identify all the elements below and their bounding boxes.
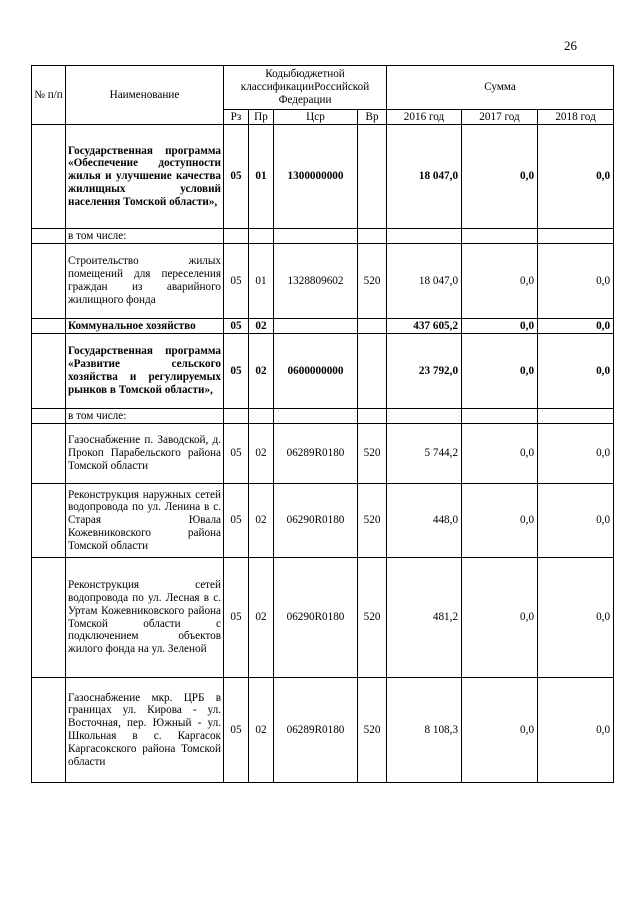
header-vr: Вр <box>358 110 387 125</box>
row-pr: 01 <box>249 125 274 229</box>
row-vr: 520 <box>358 558 387 678</box>
row-pr: 02 <box>249 424 274 484</box>
table-row <box>32 558 614 678</box>
header-row-1 <box>32 66 614 110</box>
row-num <box>32 244 66 319</box>
row-2018: 0,0 <box>538 558 614 678</box>
row-num <box>32 125 66 229</box>
row-num <box>32 409 66 424</box>
header-csr: Цср <box>274 110 358 125</box>
table-row <box>32 229 614 244</box>
header-num: № п/п <box>32 66 66 125</box>
row-csr <box>274 409 358 424</box>
row-2018 <box>538 409 614 424</box>
row-name: Реконструкция сетей водопровода по ул. Лесная в с. Уртам Кожевниковского района Томской области с подключением объектов жилого фонда на ул. Зеленой <box>66 558 224 678</box>
row-num <box>32 558 66 678</box>
row-rz <box>224 409 249 424</box>
table-row <box>32 125 614 229</box>
row-name: Государственная программа «Развитие сельского хозяйства и регулируемых рынков в Томской области», <box>66 334 224 409</box>
row-num <box>32 678 66 783</box>
row-csr: 06290R0180 <box>274 484 358 558</box>
row-rz: 05 <box>224 558 249 678</box>
page-number: 26 <box>564 38 577 53</box>
row-2017: 0,0 <box>462 558 538 678</box>
row-2018: 0,0 <box>538 334 614 409</box>
row-rz: 05 <box>224 244 249 319</box>
row-csr <box>274 229 358 244</box>
table-row <box>32 678 614 783</box>
row-pr: 02 <box>249 319 274 334</box>
row-vr: 520 <box>358 424 387 484</box>
row-name: Коммунальное хозяйство <box>66 319 224 334</box>
row-pr <box>249 229 274 244</box>
row-name: Государственная программа «Обеспечение доступности жилья и улучшение качества жилищных условий населения Томской области», <box>66 125 224 229</box>
row-2017: 0,0 <box>462 125 538 229</box>
row-2016: 18 047,0 <box>387 125 462 229</box>
row-csr: 06290R0180 <box>274 558 358 678</box>
row-name: Реконструкция наружных сетей водопровода по ул. Ленина в с. Старая Ювала Кожевниковского района Томской области <box>66 484 224 558</box>
header-rz: Рз <box>224 110 249 125</box>
budget-table <box>31 65 614 783</box>
row-2018: 0,0 <box>538 424 614 484</box>
row-2016 <box>387 229 462 244</box>
table-row <box>32 424 614 484</box>
row-csr: 06289R0180 <box>274 678 358 783</box>
row-pr: 02 <box>249 678 274 783</box>
row-name: Газоснабжение п. Заводской, д. Прокоп Парабельского района Томской области <box>66 424 224 484</box>
row-vr: 520 <box>358 678 387 783</box>
row-2016: 448,0 <box>387 484 462 558</box>
row-2018: 0,0 <box>538 244 614 319</box>
table-row <box>32 319 614 334</box>
row-2018: 0,0 <box>538 678 614 783</box>
row-rz: 05 <box>224 484 249 558</box>
row-pr: 02 <box>249 484 274 558</box>
row-2016: 437 605,2 <box>387 319 462 334</box>
row-2016: 18 047,0 <box>387 244 462 319</box>
row-name: в том числе: <box>66 229 224 244</box>
row-rz <box>224 229 249 244</box>
row-2016: 481,2 <box>387 558 462 678</box>
header-2016: 2016 год <box>387 110 462 125</box>
row-2017 <box>462 409 538 424</box>
row-vr <box>358 319 387 334</box>
row-csr: 1300000000 <box>274 125 358 229</box>
row-name: Газоснабжение мкр. ЦРБ в границах ул. Кирова - ул. Восточная, пер. Южный - ул. Школьная в с. Каргасок Каргасокского района Томской области <box>66 678 224 783</box>
row-2016 <box>387 409 462 424</box>
row-num <box>32 229 66 244</box>
row-csr: 1328809602 <box>274 244 358 319</box>
row-rz: 05 <box>224 334 249 409</box>
row-2016: 23 792,0 <box>387 334 462 409</box>
row-num <box>32 424 66 484</box>
row-rz: 05 <box>224 424 249 484</box>
header-name: Наименование <box>66 66 224 125</box>
table-row <box>32 334 614 409</box>
row-2016: 5 744,2 <box>387 424 462 484</box>
table-row <box>32 244 614 319</box>
row-2017: 0,0 <box>462 319 538 334</box>
header-2017: 2017 год <box>462 110 538 125</box>
row-vr <box>358 229 387 244</box>
header-budget-codes: Кодыбюджетной классификацииРоссийской Федерации <box>224 66 387 110</box>
row-2017: 0,0 <box>462 484 538 558</box>
row-rz: 05 <box>224 125 249 229</box>
row-2016: 8 108,3 <box>387 678 462 783</box>
row-2017: 0,0 <box>462 334 538 409</box>
row-pr: 02 <box>249 558 274 678</box>
row-2018: 0,0 <box>538 484 614 558</box>
row-name: в том числе: <box>66 409 224 424</box>
row-2017 <box>462 229 538 244</box>
row-name: Строительство жилых помещений для переселения граждан из аварийного жилищного фонда <box>66 244 224 319</box>
row-vr: 520 <box>358 484 387 558</box>
row-2018: 0,0 <box>538 125 614 229</box>
row-csr: 0600000000 <box>274 334 358 409</box>
row-vr <box>358 125 387 229</box>
header-2018: 2018 год <box>538 110 614 125</box>
row-pr: 02 <box>249 334 274 409</box>
row-vr: 520 <box>358 244 387 319</box>
header-pr: Пр <box>249 110 274 125</box>
row-2017: 0,0 <box>462 678 538 783</box>
table-row <box>32 484 614 558</box>
row-2017: 0,0 <box>462 424 538 484</box>
row-2018 <box>538 229 614 244</box>
header-sum: Сумма <box>387 66 614 110</box>
row-num <box>32 319 66 334</box>
row-2018: 0,0 <box>538 319 614 334</box>
row-pr: 01 <box>249 244 274 319</box>
row-vr <box>358 409 387 424</box>
row-rz: 05 <box>224 678 249 783</box>
row-rz: 05 <box>224 319 249 334</box>
row-csr <box>274 319 358 334</box>
row-pr <box>249 409 274 424</box>
row-csr: 06289R0180 <box>274 424 358 484</box>
table-row <box>32 409 614 424</box>
row-vr <box>358 334 387 409</box>
row-2017: 0,0 <box>462 244 538 319</box>
row-num <box>32 334 66 409</box>
row-num <box>32 484 66 558</box>
